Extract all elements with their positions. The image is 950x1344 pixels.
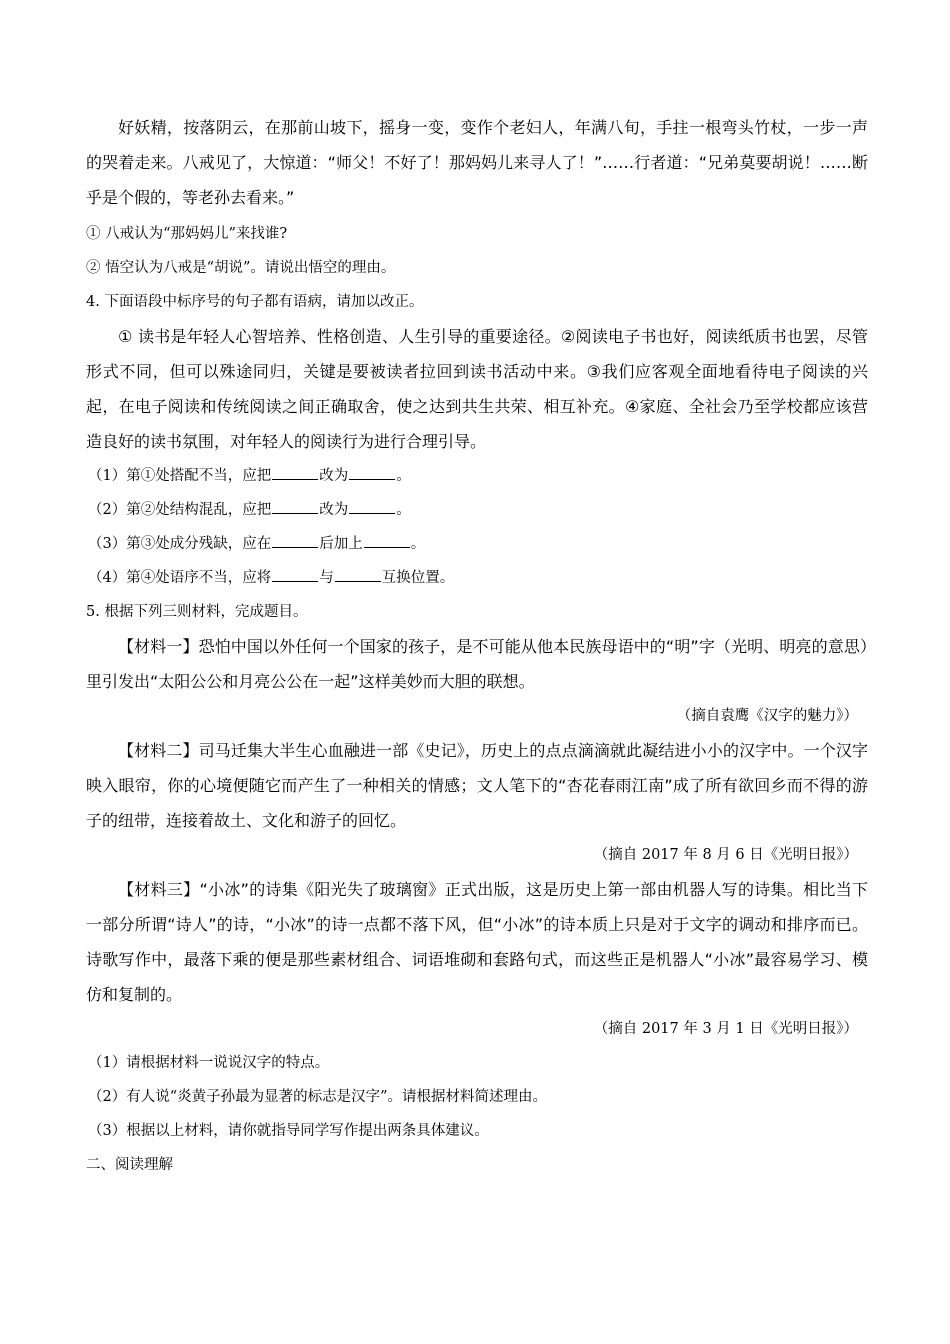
material-1: 【材料一】恐怕中国以外任何一个国家的孩子，是不可能从他本民族母语中的“明”字（光明、明亮的意思）里引发出“太阳公公和月亮公公在一起”这样美妙而大胆的联想。 <box>86 637 868 691</box>
answer-blank[interactable] <box>272 567 318 582</box>
question-4-item: （4）第④处语序不当，应将 与 互换位置。 <box>86 561 868 595</box>
question-5-item: （1）请根据材料一说说汉字的特点。 <box>88 1055 330 1071</box>
question-4-title: 4. 下面语段中标序号的句子都有语病，请加以改正。 <box>86 294 424 310</box>
question-4-item: （2）第②处结构混乱，应把 改为 。 <box>86 493 868 527</box>
section-heading: 二、阅读理解 <box>86 1157 173 1173</box>
answer-blank[interactable] <box>335 567 381 582</box>
material-2: 【材料二】司马迁集大半生心血融进一部《史记》，历史上的点点滴滴就此凝结进小小的汉字中。一个汉字映入眼帘，你的心境便随它而产生了一种相关的情感；文人笔下的“杏花春雨江南”成了所有欲回乡而不得的游子的纽带，连接着故土、文化和游子的回忆。 <box>86 741 868 830</box>
question-5-item: （3）根据以上材料，请你就指导同学写作提出两条具体建议。 <box>88 1123 489 1139</box>
answer-blank[interactable] <box>272 499 318 514</box>
question-3-1: ① 八戒认为“那妈妈儿”来找谁? <box>86 226 288 242</box>
answer-blank[interactable] <box>349 465 395 480</box>
question-4-item: （1）第①处搭配不当，应把 改为 。 <box>86 459 868 493</box>
answer-blank[interactable] <box>349 499 395 514</box>
material-1-source: （摘自袁鹰《汉字的魅力》） <box>676 708 858 724</box>
answer-blank[interactable] <box>364 533 410 548</box>
question-3-2: ② 悟空认为八戒是“胡说”。请说出悟空的理由。 <box>86 260 396 276</box>
answer-blank[interactable] <box>272 465 318 480</box>
question-4-item: （3）第③处成分残缺，应在 后加上 。 <box>86 527 868 561</box>
question-5-title: 5. 根据下列三则材料，完成题目。 <box>86 604 308 620</box>
material-3-source: （摘自 2017 年 3 月 1 日《光明日报》） <box>593 1021 858 1037</box>
question-5-item: （2）有人说“炎黄子孙最为显著的标志是汉字”。请根据材料简述理由。 <box>88 1089 548 1105</box>
question-4-items <box>86 459 868 595</box>
document-page <box>86 110 868 1182</box>
journey-west-passage: 好妖精，按落阴云，在那前山坡下，摇身一变，变作个老妇人，年满八旬，手拄一根弯头竹杖，一步一声的哭着走来。八戒见了，大惊道：“师父！不好了！那妈妈儿来寻人了！”……行者道：“兄弟莫要胡说！……断乎是个假的，等老孙去看来。” <box>86 118 868 207</box>
material-2-source: （摘自 2017 年 8 月 6 日《光明日报》） <box>593 847 858 863</box>
question-4-passage: ① 读书是年轻人心智培养、性格创造、人生引导的重要途径。②阅读电子书也好，阅读纸质书也罢，尽管形式不同，但可以殊途同归，关键是要被读者拉回到读书活动中来。③我们应客观全面地看待电子阅读的兴起，在电子阅读和传统阅读之间正确取舍，使之达到共生共荣、相互补充。④家庭、全社会乃至学校都应该营造良好的读书氛围，对年轻人的阅读行为进行合理引导。 <box>86 327 868 451</box>
answer-blank[interactable] <box>272 533 318 548</box>
material-3: 【材料三】“小冰”的诗集《阳光失了玻璃窗》正式出版，这是历史上第一部由机器人写的诗集。相比当下一部分所谓“诗人”的诗，“小冰”的诗一点都不落下风，但“小冰”的诗本质上只是对于文字的调动和排序而已。诗歌写作中，最落下乘的便是那些素材组合、词语堆砌和套路句式，而这些正是机器人“小冰”最容易学习、模仿和复制的。 <box>86 880 868 1004</box>
